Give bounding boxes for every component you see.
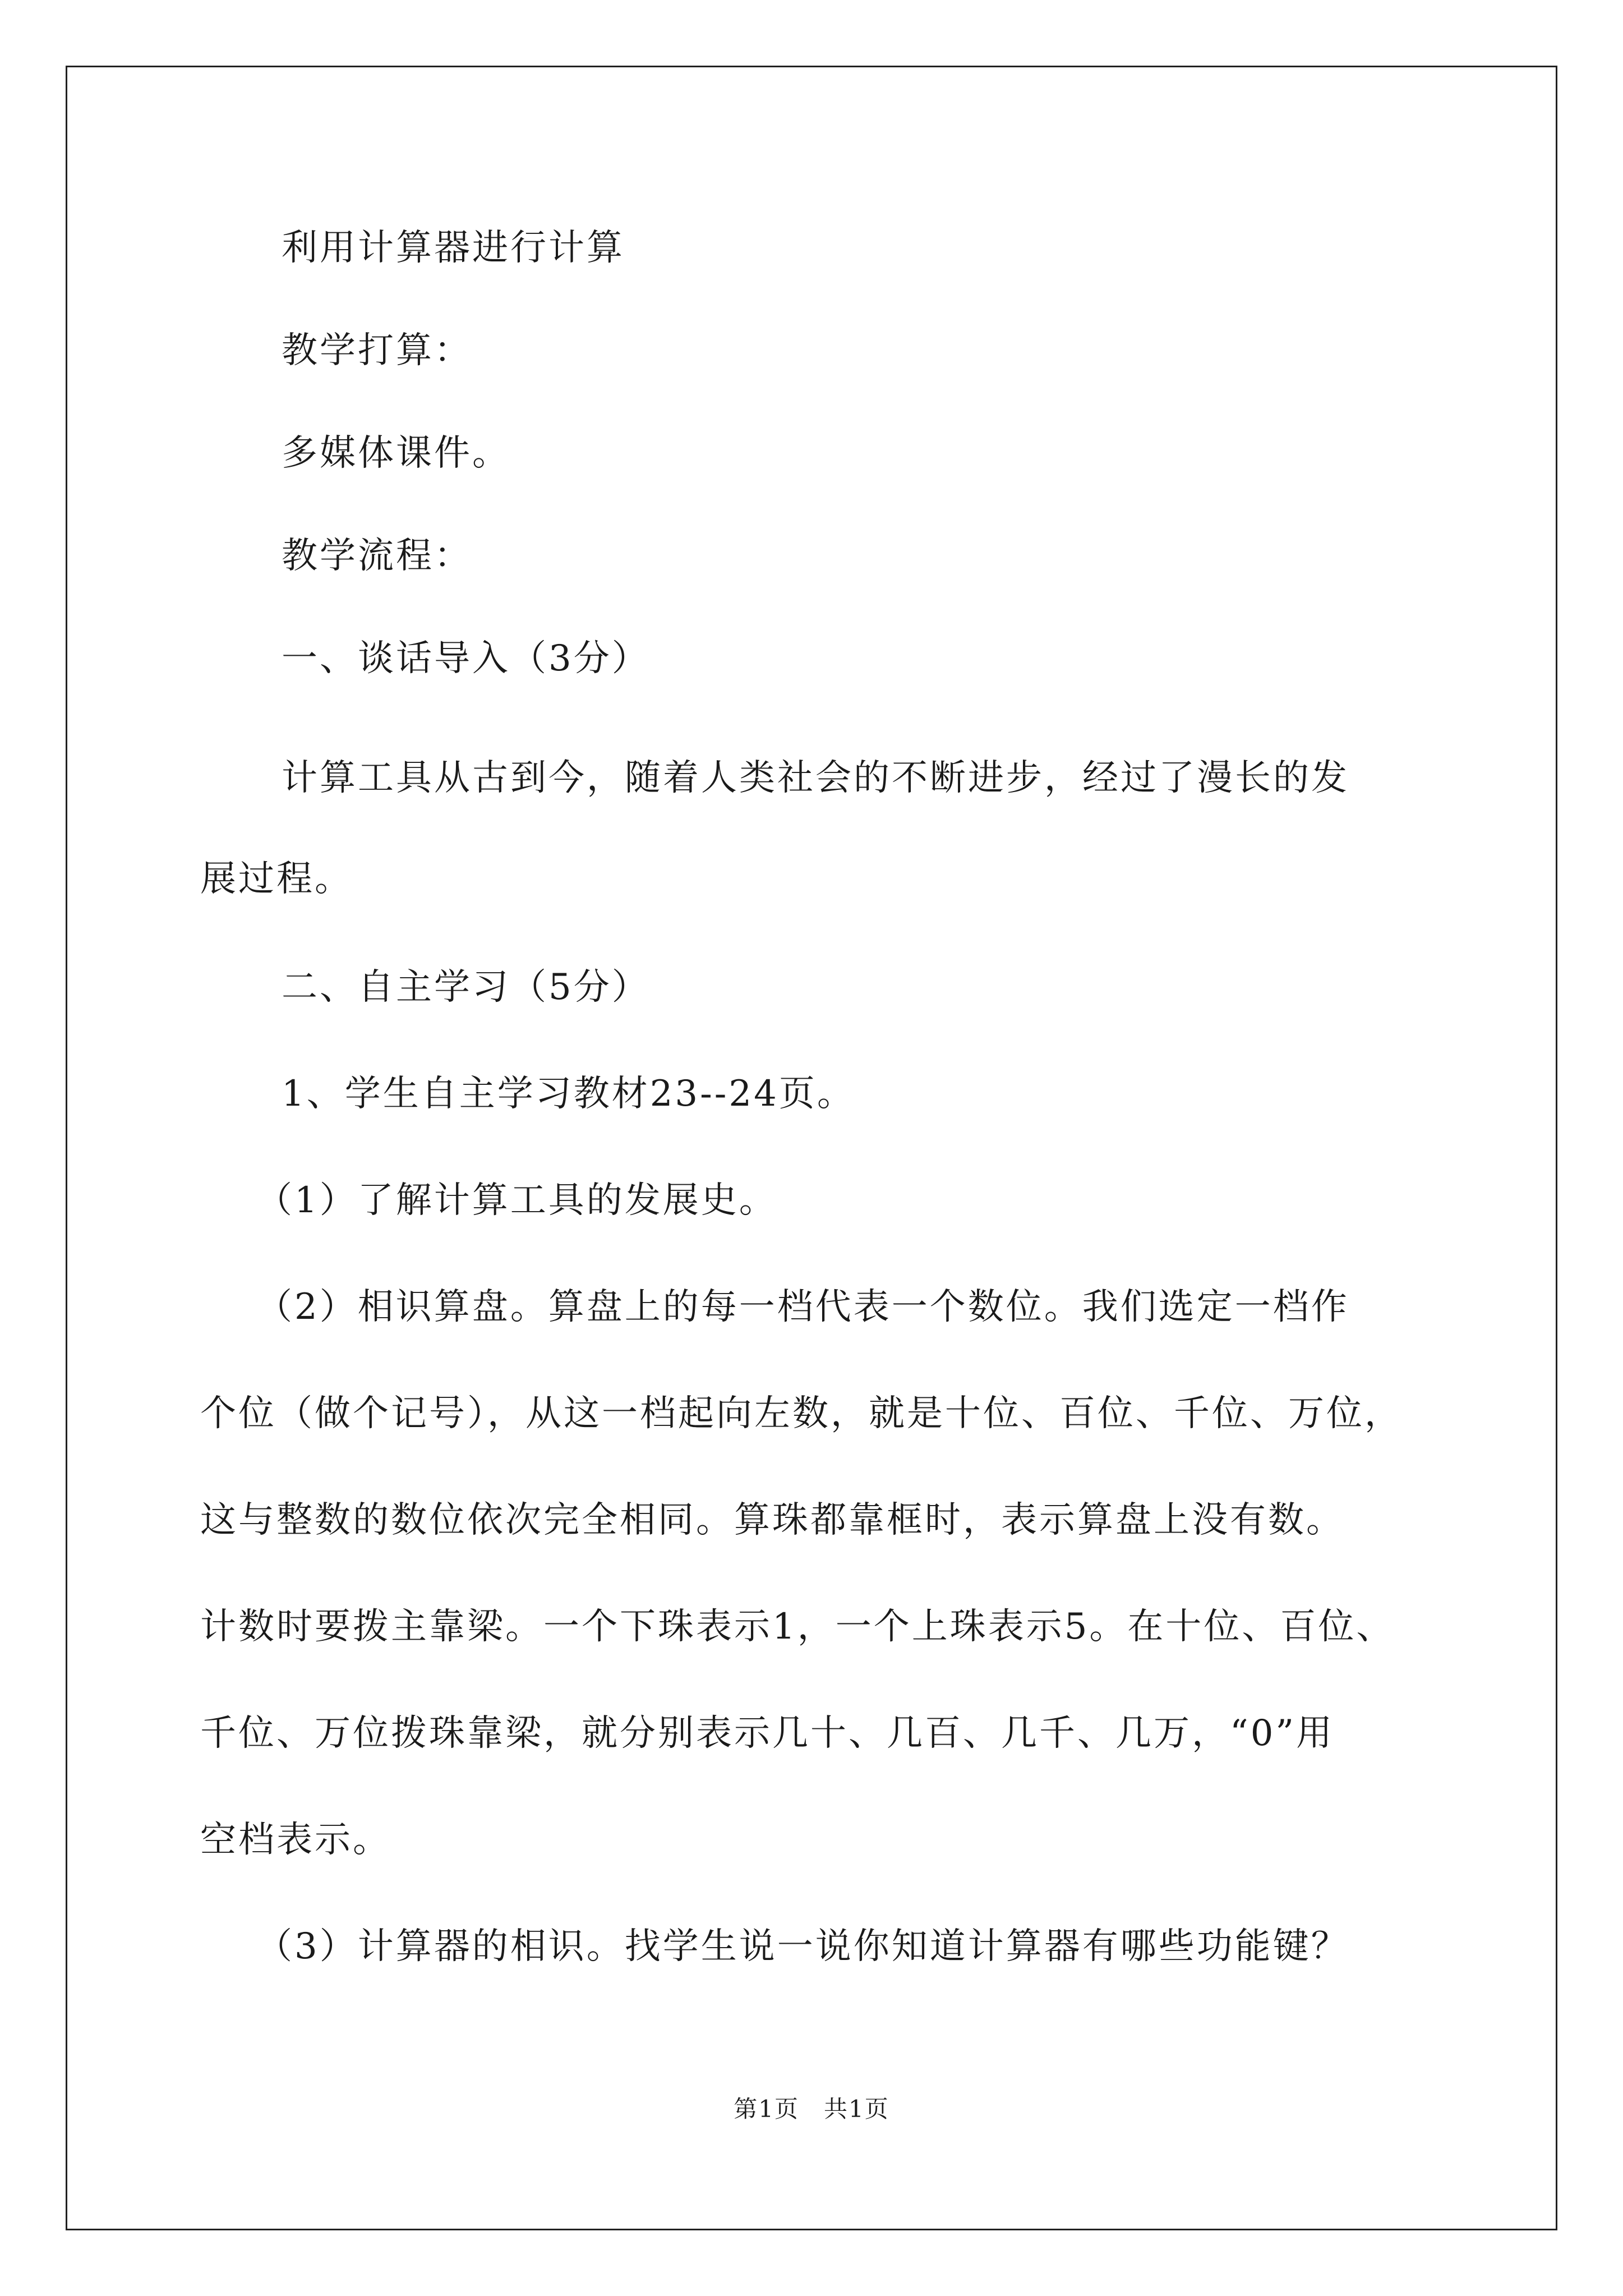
paragraph-prep-heading: 教学打算： bbox=[282, 330, 472, 371]
page-number-footer: 第1页 共1页 bbox=[734, 2095, 889, 2123]
section-heading-1: 一、谈话导入（3分） bbox=[282, 638, 650, 679]
paragraph-line: 计数时要拨主靠梁。一个下珠表示1，一个上珠表示5。在十位、百位、 bbox=[200, 1606, 1395, 1648]
section-heading-2: 二、自主学习（5分） bbox=[282, 967, 650, 1008]
paragraph-line: 千位、万位拨珠靠梁，就分别表示几十、几百、几千、几万，“0”用 bbox=[200, 1713, 1335, 1754]
paragraph-line: 空档表示。 bbox=[200, 1819, 391, 1861]
paragraph-line: 展过程。 bbox=[200, 858, 353, 900]
paragraph-line: （2）相识算盘。算盘上的每一档代表一个数位。我们选定一档作 bbox=[256, 1286, 1349, 1328]
paragraph-line: 这与整数的数位依次完全相同。算珠都靠框时，表示算盘上没有数。 bbox=[200, 1499, 1344, 1541]
paragraph-line: 个位（做个记号），从这一档起向左数，就是十位、百位、千位、万位， bbox=[200, 1393, 1403, 1434]
paragraph-line: 计算工具从古到今，随着人类社会的不断进步，经过了漫长的发 bbox=[282, 757, 1349, 799]
paragraph-prep-text: 多媒体课件。 bbox=[282, 432, 510, 474]
paragraph-line: （1）了解计算工具的发展史。 bbox=[256, 1180, 777, 1221]
paragraph-line: 1、学生自主学习教材23--24页。 bbox=[282, 1073, 855, 1115]
document-title: 利用计算器进行计算 bbox=[282, 227, 625, 269]
paragraph-line: （3）计算器的相识。找学生说一说你知道计算器有哪些功能键？ bbox=[256, 1926, 1349, 1967]
page-border bbox=[66, 66, 1557, 2230]
paragraph-flow-heading: 教学流程： bbox=[282, 535, 472, 577]
